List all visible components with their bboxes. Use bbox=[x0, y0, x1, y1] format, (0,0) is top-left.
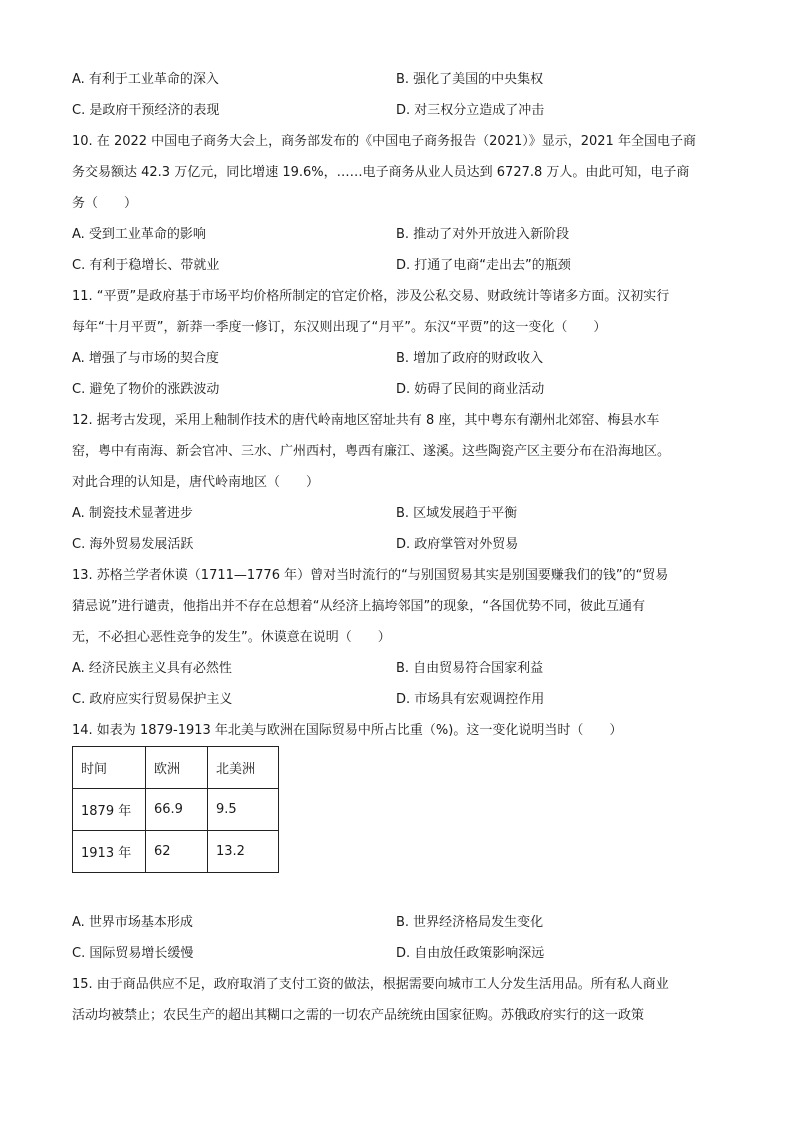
q14-table bbox=[72, 746, 279, 873]
table-cell: 13.2 bbox=[208, 831, 279, 873]
q13-option-d: D. 市场具有宏观调控作用 bbox=[396, 692, 545, 707]
q12-stem-line-3: 对此合理的认知是，唐代岭南地区（ ） bbox=[72, 475, 320, 490]
q12-options-row-1 bbox=[72, 498, 722, 529]
q13-stem-line-1: 13. 苏格兰学者休谟（1711—1776 年）曾对当时流行的“与别国贸易其实是别国要赚我们的钱”的“贸易 bbox=[72, 568, 669, 583]
q12-stem-line-2: 窑，粤中有南海、新会官冲、三水、广州西村，粤西有廉江、遂溪。这些陶瓷产区主要分布在沿海地区。 bbox=[72, 444, 671, 459]
q14-option-d: D. 自由放任政策影响深远 bbox=[396, 946, 545, 961]
q10-option-b: B. 推动了对外开放进入新阶段 bbox=[396, 227, 570, 242]
q13-option-c: C. 政府应实行贸易保护主义 bbox=[72, 692, 233, 707]
q12-options-row-2 bbox=[72, 529, 722, 560]
q11-options-row-1 bbox=[72, 343, 722, 374]
table-header-row bbox=[73, 747, 279, 789]
q9-options-row-1 bbox=[72, 64, 722, 95]
q14-options-row-2 bbox=[72, 938, 722, 969]
table-header-cell: 时间 bbox=[73, 747, 146, 789]
q13-options-row-1 bbox=[72, 653, 722, 684]
q13-option-b: B. 自由贸易符合国家利益 bbox=[396, 661, 544, 676]
q9-option-a: A. 有利于工业革命的深入 bbox=[72, 72, 219, 87]
q12-option-c: C. 海外贸易发展活跃 bbox=[72, 537, 194, 552]
q10-options-row-1 bbox=[72, 219, 722, 250]
q14-option-b: B. 世界经济格局发生变化 bbox=[396, 915, 544, 930]
exam-page bbox=[72, 64, 722, 1031]
q14-option-a: A. 世界市场基本形成 bbox=[72, 915, 193, 930]
q9-option-c: C. 是政府干预经济的表现 bbox=[72, 103, 220, 118]
q15-stem-line-1: 15. 由于商品供应不足，政府取消了支付工资的做法，根据需要向城市工人分发生活用品。所有私人商业 bbox=[72, 977, 669, 992]
q11-stem-line-2: 每年“十月平贾”，新莽一季度一修订，东汉则出现了“月平”。东汉“平贾”的这一变化（ ） bbox=[72, 320, 607, 335]
q10-option-c: C. 有利于稳增长、带就业 bbox=[72, 258, 220, 273]
q10-stem-line-3: 务（ ） bbox=[72, 196, 138, 211]
q14-stem: 14. 如表为 1879-1913 年北美与欧洲在国际贸易中所占比重（%)。这一变化说明当时（ ） bbox=[72, 723, 623, 738]
table-cell: 66.9 bbox=[146, 789, 208, 831]
q13-stem-line-2: 猜忌说”进行谴责，他指出并不存在总想着“从经济上搞垮邻国”的现象，“各国优势不同，彼此互通有 bbox=[72, 599, 645, 614]
q11-option-b: B. 增加了政府的财政收入 bbox=[396, 351, 544, 366]
q14-option-c: C. 国际贸易增长缓慢 bbox=[72, 946, 194, 961]
q11-stem-line-1: 11. “平贾”是政府基于市场平均价格所制定的官定价格，涉及公私交易、财政统计等诸多方面。汉初实行 bbox=[72, 289, 670, 304]
q13-stem-line-3: 无，不必担心恶性竞争的发生”。休谟意在说明（ ） bbox=[72, 630, 391, 645]
q15-stem-line-2: 活动均被禁止；农民生产的超出其糊口之需的一切农产品统统由国家征购。苏俄政府实行的这一政策 bbox=[72, 1008, 645, 1023]
q11-option-c: C. 避免了物价的涨跌波动 bbox=[72, 382, 220, 397]
table-cell: 1913 年 bbox=[73, 831, 146, 873]
q9-options-row-2 bbox=[72, 95, 722, 126]
q12-option-d: D. 政府掌管对外贸易 bbox=[396, 537, 519, 552]
q12-option-a: A. 制瓷技术显著进步 bbox=[72, 506, 193, 521]
q13-options-row-2 bbox=[72, 684, 722, 715]
table-header-cell: 北美洲 bbox=[208, 747, 279, 789]
q10-option-d: D. 打通了电商“走出去”的瓶颈 bbox=[396, 258, 571, 273]
q10-option-a: A. 受到工业革命的影响 bbox=[72, 227, 206, 242]
q11-option-d: D. 妨碍了民间的商业活动 bbox=[396, 382, 545, 397]
table-cell: 9.5 bbox=[208, 789, 279, 831]
table-cell: 1879 年 bbox=[73, 789, 146, 831]
q11-options-row-2 bbox=[72, 374, 722, 405]
q12-stem-line-1: 12. 据考古发现，采用上釉制作技术的唐代岭南地区窑址共有 8 座，其中粤东有潮州北郊窑、梅县水车 bbox=[72, 413, 660, 428]
q11-option-a: A. 增强了与市场的契合度 bbox=[72, 351, 219, 366]
q9-option-d: D. 对三权分立造成了冲击 bbox=[396, 103, 545, 118]
q9-option-b: B. 强化了美国的中央集权 bbox=[396, 72, 544, 87]
table-row bbox=[73, 789, 279, 831]
q14-table-wrap bbox=[72, 746, 722, 873]
q12-option-b: B. 区域发展趋于平衡 bbox=[396, 506, 518, 521]
table-header-cell: 欧洲 bbox=[146, 747, 208, 789]
q13-option-a: A. 经济民族主义具有必然性 bbox=[72, 661, 232, 676]
q14-options-row-1 bbox=[72, 907, 722, 938]
table-row bbox=[73, 831, 279, 873]
q10-options-row-2 bbox=[72, 250, 722, 281]
table-cell: 62 bbox=[146, 831, 208, 873]
q10-stem-line-1: 10. 在 2022 中国电子商务大会上，商务部发布的《中国电子商务报告（2021）》显示，2021 年全国电子商 bbox=[72, 134, 696, 149]
q10-stem-line-2: 务交易额达 42.3 万亿元，同比增速 19.6%，……电子商务从业人员达到 6727.8 万人。由此可知，电子商 bbox=[72, 165, 690, 180]
